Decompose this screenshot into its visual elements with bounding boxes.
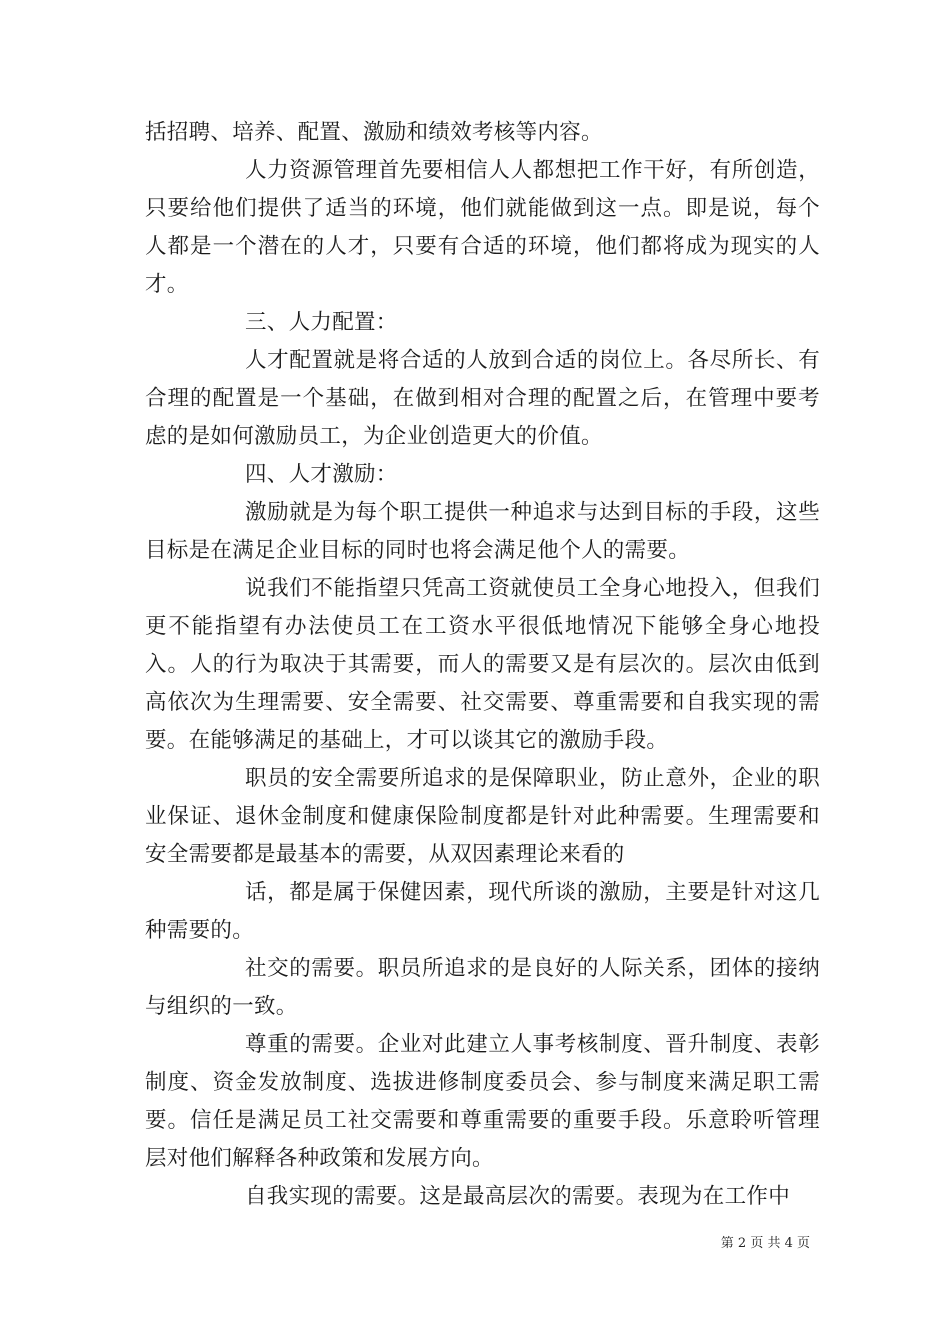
paragraph-hr-management: 人力资源管理首先要相信人人都想把工作干好，有所创造，只要给他们提供了适当的环境，他们就能做到这一点。即是说，每个人都是一个潜在的人才，只要有合适的环境，他们都将成为现实的人才。: [145, 158, 820, 297]
paragraph-safety-needs: 职员的安全需要所追求的是保障职业，防止意外，企业的职业保证、退休金制度和健康保险制度都是针对此种需要。生理需要和安全需要都是最基本的需要，从双因素理论来看的: [145, 766, 820, 867]
section-heading-allocation: 三、人力配置：: [245, 310, 398, 335]
paragraph-continuation: 括招聘、培养、配置、激励和绩效考核等内容。: [145, 120, 603, 145]
paragraph-allocation: 人才配置就是将合适的人放到合适的岗位上。各尽所长、有合理的配置是一个基础，在做到相对合理的配置之后，在管理中要考虑的是如何激励员工，为企业创造更大的价值。: [145, 348, 820, 449]
paragraph-esteem-needs: 尊重的需要。企业对此建立人事考核制度、晋升制度、表彰制度、资金发放制度、选拔进修制度委员会、参与制度来满足职工需要。信任是满足员工社交需要和尊重需要的重要手段。乐意聆听管理层对他们解释各种政策和发展方向。: [145, 1032, 820, 1171]
page-footer: 第 2 页 共 4 页: [720, 1236, 810, 1251]
section-heading-incentive: 四、人才激励：: [245, 462, 398, 487]
paragraph-social-needs: 社交的需要。职员所追求的是良好的人际关系，团体的接纳与组织的一致。: [145, 956, 820, 1019]
paragraph-self-actualization: 自我实现的需要。这是最高层次的需要。表现为在工作中: [245, 1184, 791, 1209]
paragraph-needs-hierarchy: 说我们不能指望只凭高工资就使员工全身心地投入，但我们更不能指望有办法使员工在工资水平很低地情况下能够全身心地投入。人的行为取决于其需要，而人的需要又是有层次的。层次由低到高依次为生理需要、安全需要、社交需要、尊重需要和自我实现的需要。在能够满足的基础上，才可以谈其它的激励手段。: [145, 576, 820, 753]
document-body: [145, 114, 820, 1216]
paragraph-hygiene-factors: 话，都是属于保健因素，现代所谈的激励，主要是针对这几种需要的。: [145, 880, 820, 943]
paragraph-incentive-definition: 激励就是为每个职工提供一种追求与达到目标的手段，这些目标是在满足企业目标的同时也将会满足他个人的需要。: [145, 500, 820, 563]
